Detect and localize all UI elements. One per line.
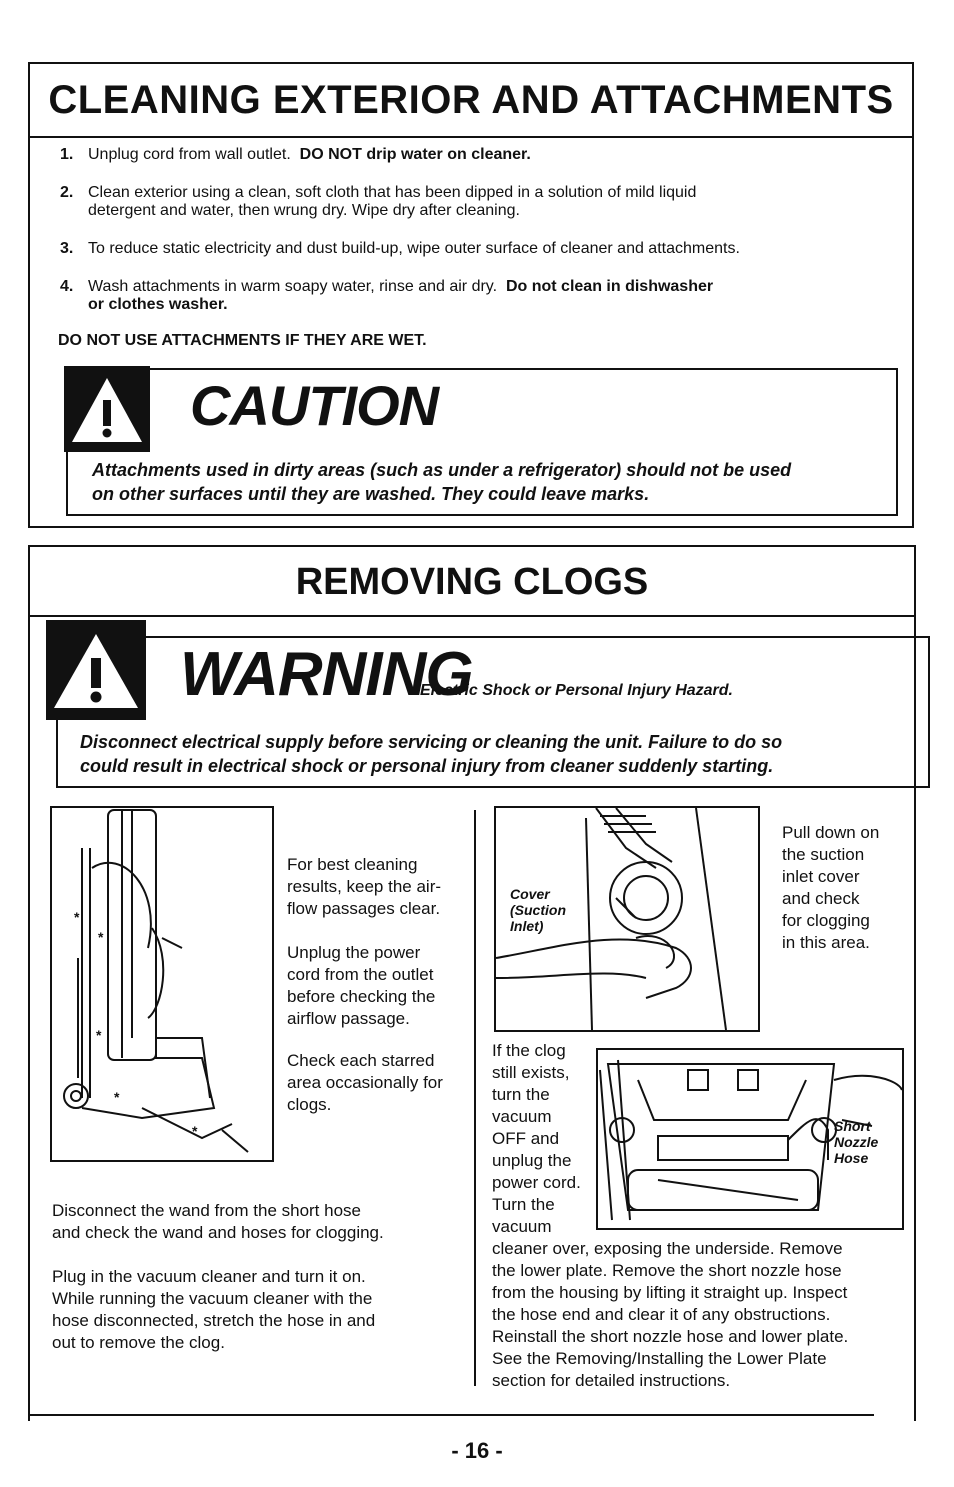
step-4 bbox=[60, 278, 900, 316]
paragraph-unplug: Unplug the power cord from the outlet before checking the airflow passage. bbox=[287, 943, 436, 1028]
section-title: CLEANING EXTERIOR AND ATTACHMENTS bbox=[48, 78, 894, 122]
caution-title: CAUTION bbox=[190, 374, 439, 437]
step-1 bbox=[60, 146, 900, 166]
warning-tab bbox=[46, 620, 146, 720]
suction-inlet-illustration bbox=[494, 806, 760, 1032]
vacuum-underside-illustration bbox=[596, 1048, 904, 1230]
cover-suction-inlet-label: Cover (Suction Inlet) bbox=[510, 886, 566, 934]
svg-text:*: * bbox=[74, 909, 80, 925]
vacuum-upright-icon bbox=[52, 808, 272, 1160]
warning-triangle-icon bbox=[46, 620, 146, 720]
svg-text:*: * bbox=[98, 929, 104, 945]
paragraph-clog-exists: If the clog still exists, turn the vacuum OFF and unplug the power cord. Turn the vacuum bbox=[492, 1041, 581, 1236]
svg-text:*: * bbox=[96, 1027, 102, 1043]
warning-text: Disconnect electrical supply before servicing or cleaning the unit. Failure to do so could result in electrical shock or personal injury from cleaner suddenly starting. bbox=[80, 732, 783, 776]
paragraph-pull-down: Pull down on the suction inlet cover and check for clogging in this area. bbox=[782, 823, 880, 952]
paragraph-disconnect-wand: Disconnect the wand from the short hose and check the wand and hoses for clogging. bbox=[52, 1201, 384, 1242]
step-2 bbox=[60, 184, 900, 222]
title-divider bbox=[30, 136, 912, 138]
step-number: 3. bbox=[60, 240, 74, 257]
upright-vacuum-illustration bbox=[50, 806, 274, 1162]
step-text: Wash attachments in warm soapy water, rinse and air dry. bbox=[88, 278, 498, 295]
svg-text:*: * bbox=[192, 1123, 198, 1139]
section-title: REMOVING CLOGS bbox=[295, 561, 649, 603]
paragraph-remove-lower-plate: cleaner over, exposing the underside. Remove the lower plate. Remove the short nozzle hose from the housing by lifting it straight up. Inspect the hose end and clear it of any obstructions. Reinstall the short nozzle hose and lower plate. See the Removing/Installing the Lower Plate section for detailed instructions. bbox=[492, 1239, 849, 1390]
step-number: 2. bbox=[60, 184, 74, 201]
step-text: To reduce static electricity and dust build-up, wipe outer surface of cleaner and attachments. bbox=[88, 240, 740, 257]
step-number: 4. bbox=[60, 278, 74, 295]
title-divider bbox=[30, 615, 914, 617]
svg-text:*: * bbox=[114, 1089, 120, 1105]
step-3 bbox=[60, 240, 920, 260]
step-text: detergent and water, then wrung dry. Wipe dry after cleaning. bbox=[88, 202, 520, 219]
step-text: Clean exterior using a clean, soft cloth that has been dipped in a solution of mild liquid bbox=[88, 184, 697, 201]
bottom-divider bbox=[28, 1414, 874, 1416]
caution-tab bbox=[64, 366, 150, 452]
caution-text: Attachments used in dirty areas (such as under a refrigerator) should not be used on other surfaces until they are washed. They could leave marks. bbox=[92, 460, 792, 504]
paragraph-stretch-hose: Plug in the vacuum cleaner and turn it on. While running the vacuum cleaner with the hose disconnected, stretch the hose in and out to remove the clog. bbox=[52, 1267, 376, 1352]
step-number: 1. bbox=[60, 146, 74, 163]
step-bold-text: DO NOT drip water on cleaner. bbox=[299, 146, 531, 163]
step-bold-text: or clothes washer. bbox=[88, 296, 228, 313]
column-divider bbox=[474, 810, 476, 1386]
step-bold-text: Do not clean in dishwasher bbox=[505, 278, 714, 295]
paragraph-starred-areas: Check each starred area occasionally for clogs. bbox=[287, 1051, 443, 1114]
wet-attachments-notice: DO NOT USE ATTACHMENTS IF THEY ARE WET. bbox=[58, 332, 427, 349]
warning-title: WARNING bbox=[180, 640, 473, 709]
short-nozzle-hose-label: Short Nozzle Hose bbox=[834, 1118, 879, 1166]
warning-subtitle: Electric Shock or Personal Injury Hazard. bbox=[420, 682, 733, 699]
paragraph-best-cleaning: For best cleaning results, keep the air- flow passages clear. bbox=[287, 855, 442, 918]
page-number: - 16 - bbox=[451, 1438, 503, 1463]
step-text: Unplug cord from wall outlet. bbox=[88, 146, 291, 163]
warning-triangle-icon bbox=[64, 366, 150, 452]
